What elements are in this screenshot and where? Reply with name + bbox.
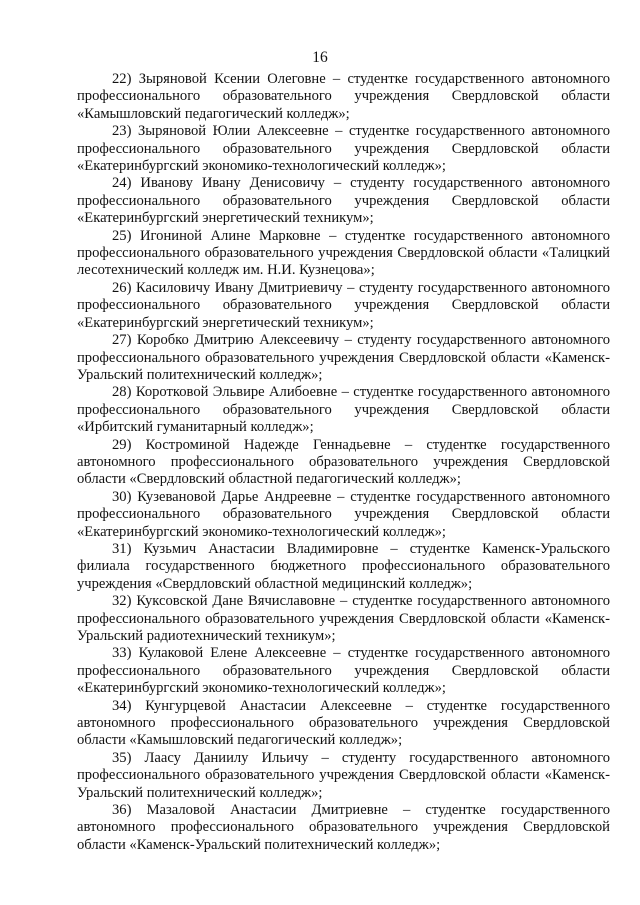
list-item: 36) Мазаловой Анастасии Дмитриевне – студентке государственного автономного профессионального образовательного учреждения Свердловской области «Каменск-Уральский политехнический колледж»; <box>77 802 610 853</box>
list-item: 32) Куксовской Дане Вячиславовне – студентке государственного автономного профессионального образовательного учреждения Свердловской области «Каменск-Уральский радиотехнический техникум»; <box>77 593 610 644</box>
list-item: 27) Коробко Дмитрию Алексеевичу – студенту государственного автономного профессионального образовательного учреждения Свердловской области «Каменск-Уральский политехнический колледж»; <box>77 332 610 383</box>
list-item: 26) Касиловичу Ивану Дмитриевичу – студенту государственного автономного профессионального образовательного учреждения Свердловской области «Екатеринбургский энергетический техникум»; <box>77 279 610 331</box>
list-item: 31) Кузьмич Анастасии Владимировне – студентке Каменск-Уральского филиала государственного бюджетного профессионального образовательного учреждения «Свердловский областной медицинский колледж»; <box>77 540 610 592</box>
list-item: 22) Зыряновой Ксении Олеговне – студентке государственного автономного профессионального образовательного учреждения Свердловской области «Камышловский педагогический колледж»; <box>77 71 610 122</box>
list-item: 35) Лаасу Даниилу Ильичу – студенту государственного автономного профессионального образовательного учреждения Свердловской области «Каменск-Уральский политехнический колледж»; <box>77 749 610 801</box>
list-item: 25) Игониной Алине Марковне – студентке государственного автономного профессионального образовательного учреждения Свердловской области «Талицкий лесотехнический колледж им. Н.И. Кузнецова»; <box>77 227 610 279</box>
list-item: 33) Кулаковой Елене Алексеевне – студентке государственного автономного профессионального образовательного учреждения Свердловской области «Екатеринбургский экономико-технологический колледж»; <box>77 645 610 697</box>
list-item: 29) Костроминой Надежде Геннадьевне – студентке государственного автономного профессионального образовательного учреждения Свердловской области «Свердловский областной педагогический колледж»; <box>77 436 610 488</box>
list-item: 30) Кузевановой Дарье Андреевне – студентке государственного автономного профессионального образовательного учреждения Свердловской области «Екатеринбургский экономико-технологический колледж»; <box>77 488 610 540</box>
list-item: 34) Кунгурцевой Анастасии Алексеевне – студентке государственного автономного профессионального образовательного учреждения Свердловской области «Камышловский педагогический колледж»; <box>77 697 610 749</box>
list-item: 24) Иванову Ивану Денисовичу – студенту государственного автономного профессионального образовательного учреждения Свердловской области «Екатеринбургский энергетический техникум»; <box>77 175 610 227</box>
list-item: 28) Коротковой Эльвире Алибоевне – студентке государственного автономного профессионального образовательного учреждения Свердловской области «Ирбитский гуманитарный колледж»; <box>77 384 610 436</box>
page-number: 16 <box>312 49 328 66</box>
list-item: 23) Зыряновой Юлии Алексеевне – студентке государственного автономного профессионального образовательного учреждения Свердловской области «Екатеринбургский экономико-технологический колледж»; <box>77 123 610 175</box>
award-list <box>77 71 610 854</box>
